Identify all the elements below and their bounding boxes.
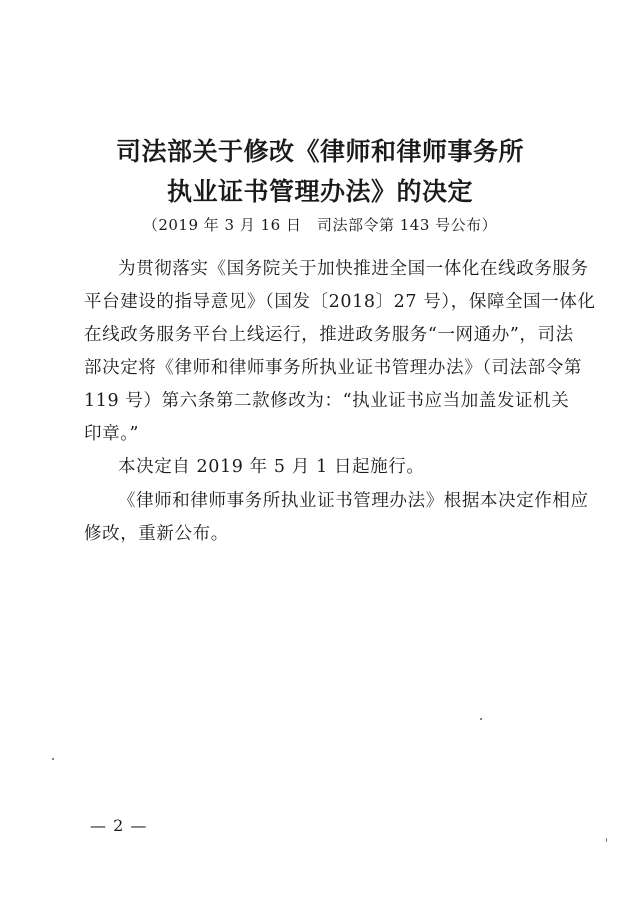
paragraph-1-line-4: 部决定将《律师和律师事务所执业证书管理办法》（司法部令第 [84, 358, 583, 378]
paragraph-1-line-6: 印章。” [84, 424, 140, 444]
paragraph-3-line-1: 《律师和律师事务所执业证书管理办法》根据本决定作相应 [118, 491, 589, 511]
document-title-line-2: 执业证书管理办法》的决定 [166, 177, 473, 206]
scan-speck [480, 718, 482, 720]
paragraph-1-line-2: 平台建设的指导意见》（国发〔2018〕27 号），保障全国一体化 [84, 292, 596, 312]
scan-speck [606, 838, 607, 842]
paragraph-1-line-3: 在线政务服务平台上线运行，推进政务服务“一网通办”，司法 [84, 325, 574, 345]
paragraph-2-line-1: 本决定自 2019 年 5 月 1 日起施行。 [118, 457, 425, 477]
page-number: — 2 — [90, 816, 148, 835]
paragraph-3-line-2: 修改，重新公布。 [84, 524, 229, 544]
scan-speck [52, 758, 54, 760]
document-subtitle: （2019 年 3 月 16 日 司法部令第 143 号公布） [142, 216, 498, 234]
document-title-line-1: 司法部关于修改《律师和律师事务所 [115, 137, 524, 166]
paragraph-1-line-1: 为贯彻落实《国务院关于加快推进全国一体化在线政务服务 [118, 259, 589, 279]
paragraph-1-line-5: 119 号）第六条第二款修改为：“执业证书应当加盖发证机关 [84, 391, 570, 411]
